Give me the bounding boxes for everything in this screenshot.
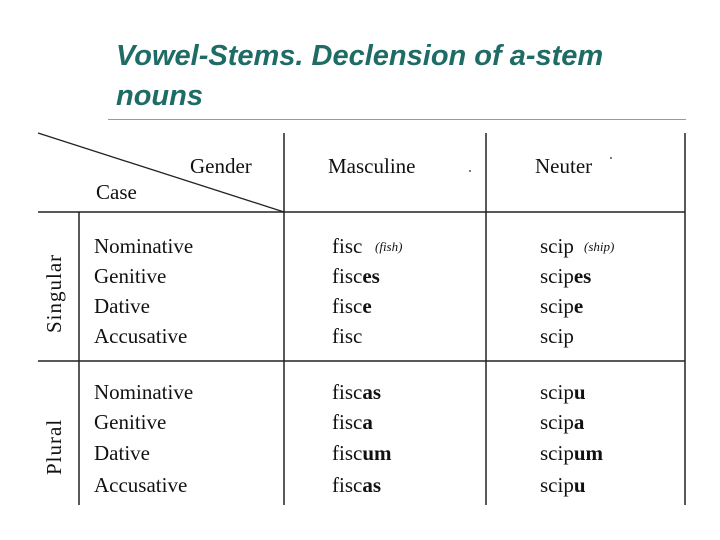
header-neuter: Neuter	[535, 154, 593, 178]
word-stem: scip	[540, 294, 574, 318]
word-ending: um	[573, 441, 604, 465]
word-ending: e	[573, 294, 584, 318]
neuter-form	[540, 294, 583, 318]
word-ending: u	[573, 380, 586, 404]
case-label: Nominative	[94, 380, 194, 404]
group-label-plural: Plural	[42, 418, 66, 475]
case-label: Genitive	[94, 264, 167, 288]
word-stem: fisc	[332, 380, 363, 404]
masculine-form	[332, 410, 373, 434]
scan-speck	[610, 157, 612, 159]
neuter-form	[540, 441, 603, 465]
case-label: Genitive	[94, 410, 167, 434]
word-stem: fisc	[332, 234, 363, 258]
case-label: Dative	[94, 441, 150, 465]
masculine-form	[332, 473, 381, 497]
word-stem: scip	[540, 380, 574, 404]
masculine-form	[332, 294, 372, 318]
word-stem: fisc	[332, 473, 363, 497]
word-stem: fisc	[332, 441, 363, 465]
case-label: Nominative	[94, 234, 194, 258]
case-label: Dative	[94, 294, 150, 318]
word-ending: e	[362, 294, 372, 318]
word-stem: fisc	[332, 264, 363, 288]
masculine-form	[332, 324, 362, 348]
word-stem: scip	[540, 473, 574, 497]
neuter-form	[540, 324, 574, 348]
gloss-ship: (ship)	[584, 239, 615, 254]
word-ending: as	[362, 473, 382, 497]
word-stem: scip	[540, 441, 574, 465]
word-stem: scip	[540, 410, 574, 434]
word-ending: es	[362, 264, 380, 288]
slide-title: Vowel-Stems. Declension of a-stem nouns	[116, 40, 604, 112]
neuter-form	[540, 473, 586, 497]
header-gender: Gender	[190, 154, 252, 178]
masculine-form	[332, 264, 380, 288]
masculine-form	[332, 234, 362, 258]
word-ending: um	[362, 441, 392, 465]
neuter-form	[540, 380, 586, 404]
masculine-form	[332, 380, 381, 404]
neuter-form	[540, 234, 574, 258]
group-label-singular: Singular	[42, 253, 66, 333]
word-ending: a	[362, 410, 373, 434]
scan-speck	[469, 170, 471, 172]
word-stem: fisc	[332, 324, 363, 348]
case-label: Accusative	[94, 473, 188, 497]
case-label: Accusative	[94, 324, 188, 348]
word-ending: as	[362, 380, 382, 404]
gloss-fish: (fish)	[375, 239, 403, 254]
header-case: Case	[96, 180, 137, 204]
header-masculine: Masculine	[328, 154, 416, 178]
word-stem: fisc	[332, 294, 363, 318]
word-stem: scip	[540, 234, 574, 258]
masculine-form	[332, 441, 392, 465]
word-ending: u	[573, 473, 586, 497]
neuter-form	[540, 410, 584, 434]
word-ending: es	[573, 264, 592, 288]
word-stem: fisc	[332, 410, 363, 434]
neuter-form	[540, 264, 591, 288]
word-stem: scip	[540, 264, 574, 288]
word-stem: scip	[540, 324, 574, 348]
word-ending: a	[573, 410, 585, 434]
